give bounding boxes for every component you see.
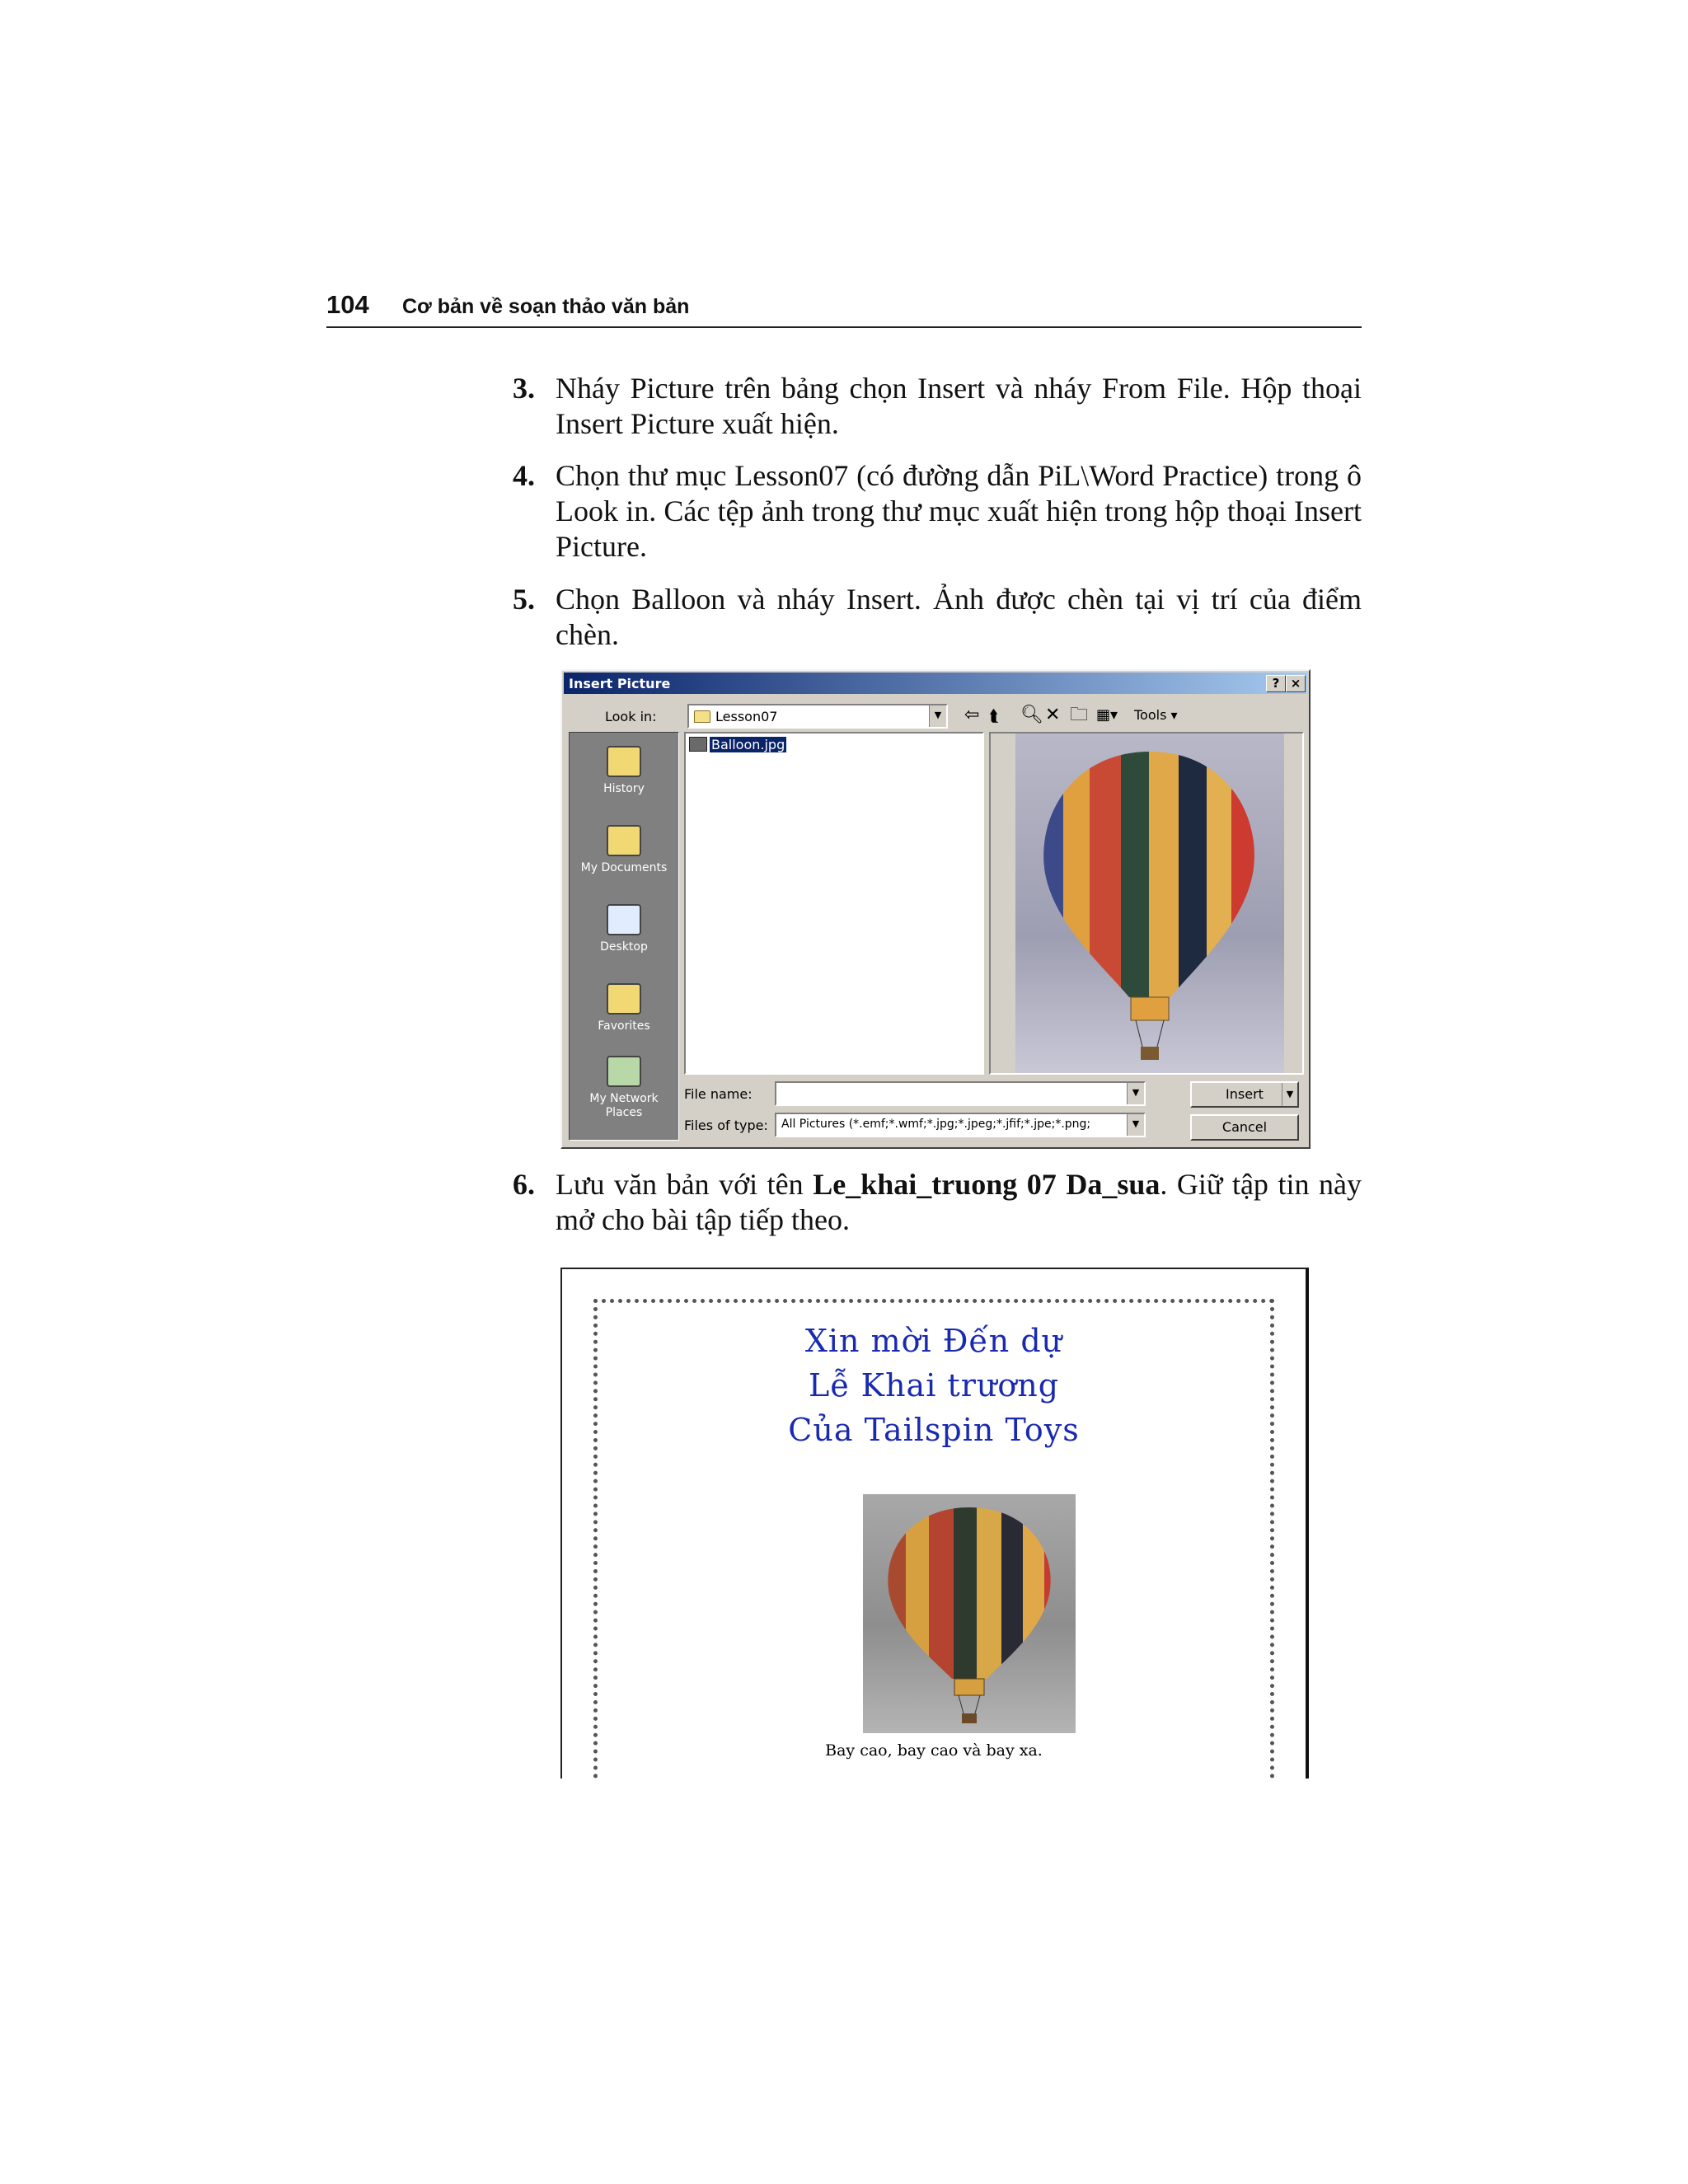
step-text: Nháy Picture trên bảng chọn Insert và nháy From File. Hộp thoại Insert Picture xuất hiện.: [556, 372, 1362, 440]
back-icon[interactable]: ⇦: [964, 705, 980, 725]
file-item-balloon[interactable]: [689, 737, 786, 752]
page-border: [593, 1299, 1274, 1779]
dialog-title: Insert Picture: [569, 676, 671, 691]
image-caption: Bay cao, bay cao và bay xa.: [825, 1741, 1043, 1760]
step-number: 6.: [513, 1168, 535, 1201]
place-desktop[interactable]: [570, 904, 678, 954]
files-of-type-dropdown[interactable]: [775, 1113, 1146, 1137]
place-label: My Documents: [580, 861, 668, 874]
look-in-label: Look in:: [605, 709, 657, 724]
chapter-title: Cơ bản về soạn thảo văn bản: [402, 295, 690, 318]
balloon-image: [863, 1494, 1076, 1733]
new-folder-icon[interactable]: 🗀: [1070, 705, 1089, 725]
history-icon: [607, 746, 641, 777]
help-button[interactable]: ?: [1266, 675, 1286, 692]
step-number: 3.: [513, 372, 535, 405]
look-in-value: Lesson07: [715, 709, 778, 724]
desktop-icon: [607, 904, 641, 935]
step-number: 4.: [513, 459, 535, 492]
delete-icon[interactable]: ✕: [1045, 705, 1061, 725]
step-3: [513, 371, 1362, 442]
document-preview: [560, 1268, 1309, 1779]
cancel-button[interactable]: Cancel: [1190, 1114, 1299, 1141]
step-6: [513, 1167, 1362, 1238]
chevron-down-icon[interactable]: ▼: [1127, 1083, 1144, 1104]
favorites-icon: [607, 983, 641, 1015]
step-text: Chọn Balloon và nháy Insert. Ảnh được chèn tại vị trí của điểm chèn.: [556, 583, 1362, 651]
place-label: Favorites: [598, 1019, 650, 1033]
wordart-line-2: Lễ Khai trương: [808, 1367, 1060, 1404]
file-name-bold: Le_khai_truong 07 Da_sua: [813, 1168, 1160, 1201]
file-name-input[interactable]: [775, 1081, 1146, 1106]
image-file-icon: [689, 737, 707, 752]
balloon-preview-image: [1015, 733, 1284, 1073]
my-documents-icon: [607, 825, 641, 856]
views-icon[interactable]: ▦▾: [1096, 706, 1118, 724]
up-folder-icon[interactable]: ⮬: [989, 705, 999, 725]
files-of-type-value: All Pictures (*.emf;*.wmf;*.jpg;*.jpeg;*.jfif;*.jpe;*.png;: [781, 1118, 1091, 1131]
preview-pane: [989, 732, 1304, 1075]
dialog-title-bar: [564, 673, 1307, 694]
running-header: [326, 290, 1362, 328]
folder-icon: [694, 710, 710, 723]
place-favorites[interactable]: [570, 983, 678, 1033]
step-4: [513, 458, 1362, 565]
place-my-documents[interactable]: [570, 825, 678, 875]
insert-picture-dialog: [560, 669, 1311, 1149]
wordart-line-1: Xin mời Đến dự: [804, 1323, 1063, 1359]
wordart-line-3: Của Tailspin Toys: [788, 1412, 1080, 1448]
file-item-name: Balloon.jpg: [711, 737, 785, 752]
place-history[interactable]: [570, 746, 678, 796]
files-of-type-label: Files of type:: [684, 1118, 768, 1133]
place-label: Desktop: [600, 940, 648, 954]
chevron-down-icon[interactable]: ▼: [1127, 1114, 1144, 1136]
network-places-icon: [607, 1056, 641, 1087]
place-label: My Network Places: [589, 1092, 659, 1119]
insert-button[interactable]: Insert ▼: [1190, 1081, 1299, 1108]
step-text: Lưu văn bản với tên Le_khai_truong 07 Da_sua. Giữ tập tin này mở cho bài tập tiếp theo.: [556, 1168, 1362, 1236]
step-5: [513, 582, 1362, 653]
close-button[interactable]: ×: [1286, 675, 1306, 692]
place-label: History: [603, 782, 645, 795]
page-number: 104: [326, 290, 369, 319]
chevron-down-icon[interactable]: ▼: [929, 705, 946, 727]
step-number: 5.: [513, 583, 535, 616]
step-text: Chọn thư mục Lesson07 (có đường dẫn PiL\Word Practice) trong ô Look in. Các tệp ảnh trong thư mục xuất hiện trong hộp thoại Insert Picture.: [556, 459, 1362, 563]
look-in-dropdown[interactable]: [687, 704, 948, 729]
place-my-network-places[interactable]: [570, 1056, 678, 1120]
tools-menu[interactable]: Tools ▾: [1134, 707, 1178, 723]
places-bar: [569, 732, 679, 1141]
file-name-label: File name:: [684, 1086, 753, 1102]
file-list: [684, 732, 984, 1075]
search-web-icon[interactable]: 🔍︎: [1020, 705, 1043, 725]
chevron-down-icon[interactable]: ▼: [1282, 1083, 1297, 1106]
